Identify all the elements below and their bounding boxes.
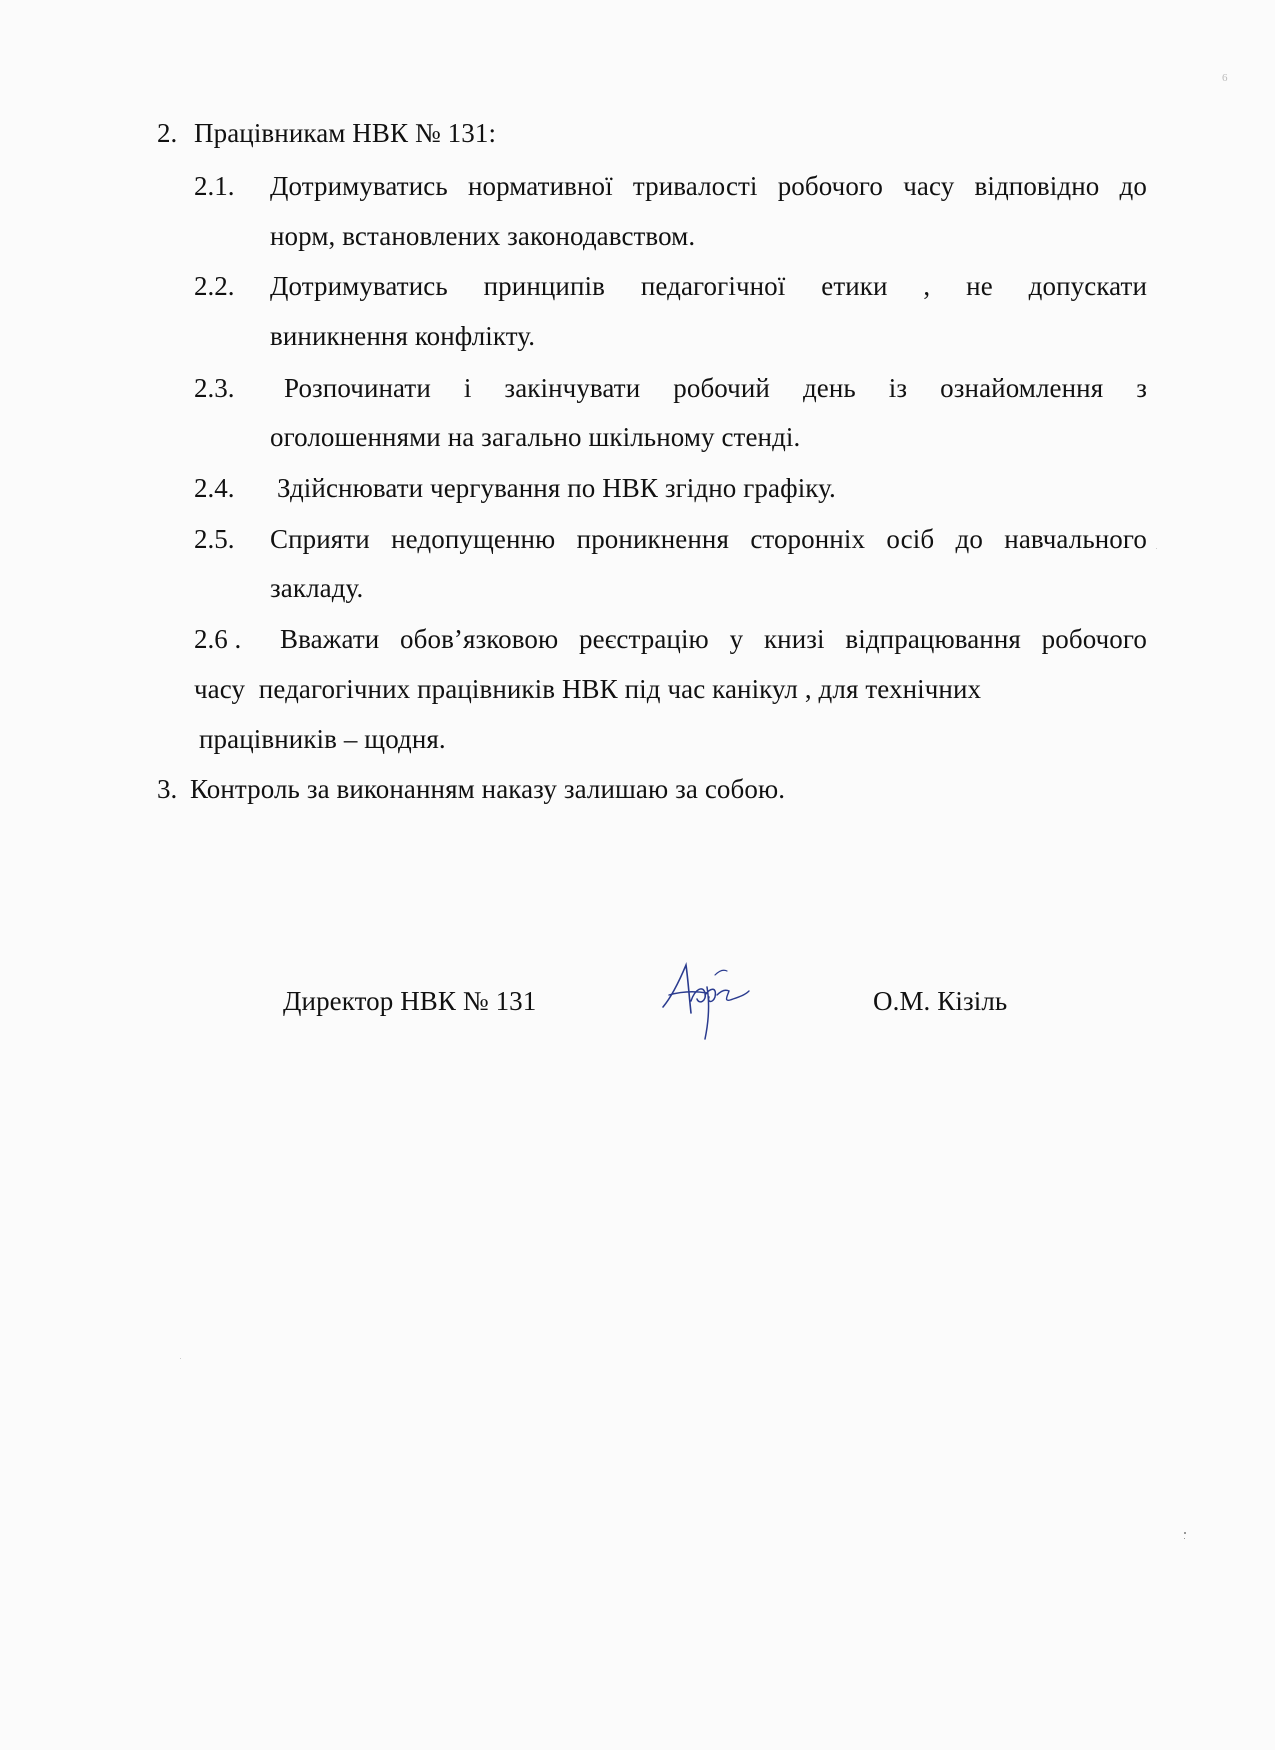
item-2-2-line-1: Дотримуватись принципів педагогічної етики , не допускати — [270, 271, 1147, 301]
scan-speck — [1156, 548, 1157, 549]
scan-speck — [1184, 1538, 1185, 1539]
item-2-2-line-2: виникнення конфлікту. — [270, 321, 536, 351]
item-2-5-line-1: Сприяти недопущенню проникнення сторонніх осіб до навчального — [270, 524, 1147, 554]
item-2-3-line-2: оголошеннями на загально шкільному стенді. — [270, 422, 801, 452]
item-2-1-number: 2.1. — [194, 171, 235, 201]
item-2-6-number: 2.6 . — [194, 624, 242, 654]
handwritten-signature — [655, 955, 755, 1045]
item-2-5-line-2: закладу. — [270, 573, 364, 603]
page-corner-mark: 6 — [1222, 72, 1228, 84]
item-2-6-line-3: працівників – щодня. — [199, 724, 446, 754]
item-2-4-number: 2.4. — [194, 473, 235, 503]
item-2-2-number: 2.2. — [194, 271, 235, 301]
signatory-position: Директор НВК № 131 — [283, 986, 537, 1016]
item-2-6-line-1: Вважати обов’язковою реєстрацію у книзі відпрацювання робочого — [280, 624, 1147, 654]
item-2-6-line-2: часу педагогічних працівників НВК під час канікул , для технічних — [194, 674, 982, 704]
section-3-number: 3. — [157, 774, 178, 804]
scan-speck — [180, 1358, 181, 1359]
item-2-3-number: 2.3. — [194, 373, 235, 403]
section-3-text: Контроль за виконанням наказу залишаю за собою. — [190, 774, 786, 804]
item-2-4-line-1: Здійснювати чергування по НВК згідно графіку. — [277, 473, 836, 503]
item-2-3-line-1: Розпочинати і закінчувати робочий день із ознайомлення з — [284, 373, 1147, 403]
item-2-1-line-1: Дотримуватись нормативної тривалості робочого часу відповідно до — [270, 171, 1147, 201]
item-2-5-number: 2.5. — [194, 524, 235, 554]
item-2-1-line-2: норм, встановлених законодавством. — [270, 221, 696, 251]
signatory-name: О.М. Кізіль — [873, 986, 1008, 1016]
section-2-title: Працівникам НВК № 131: — [194, 118, 497, 148]
section-2-number: 2. — [157, 118, 178, 148]
scan-speck — [1184, 1532, 1186, 1534]
